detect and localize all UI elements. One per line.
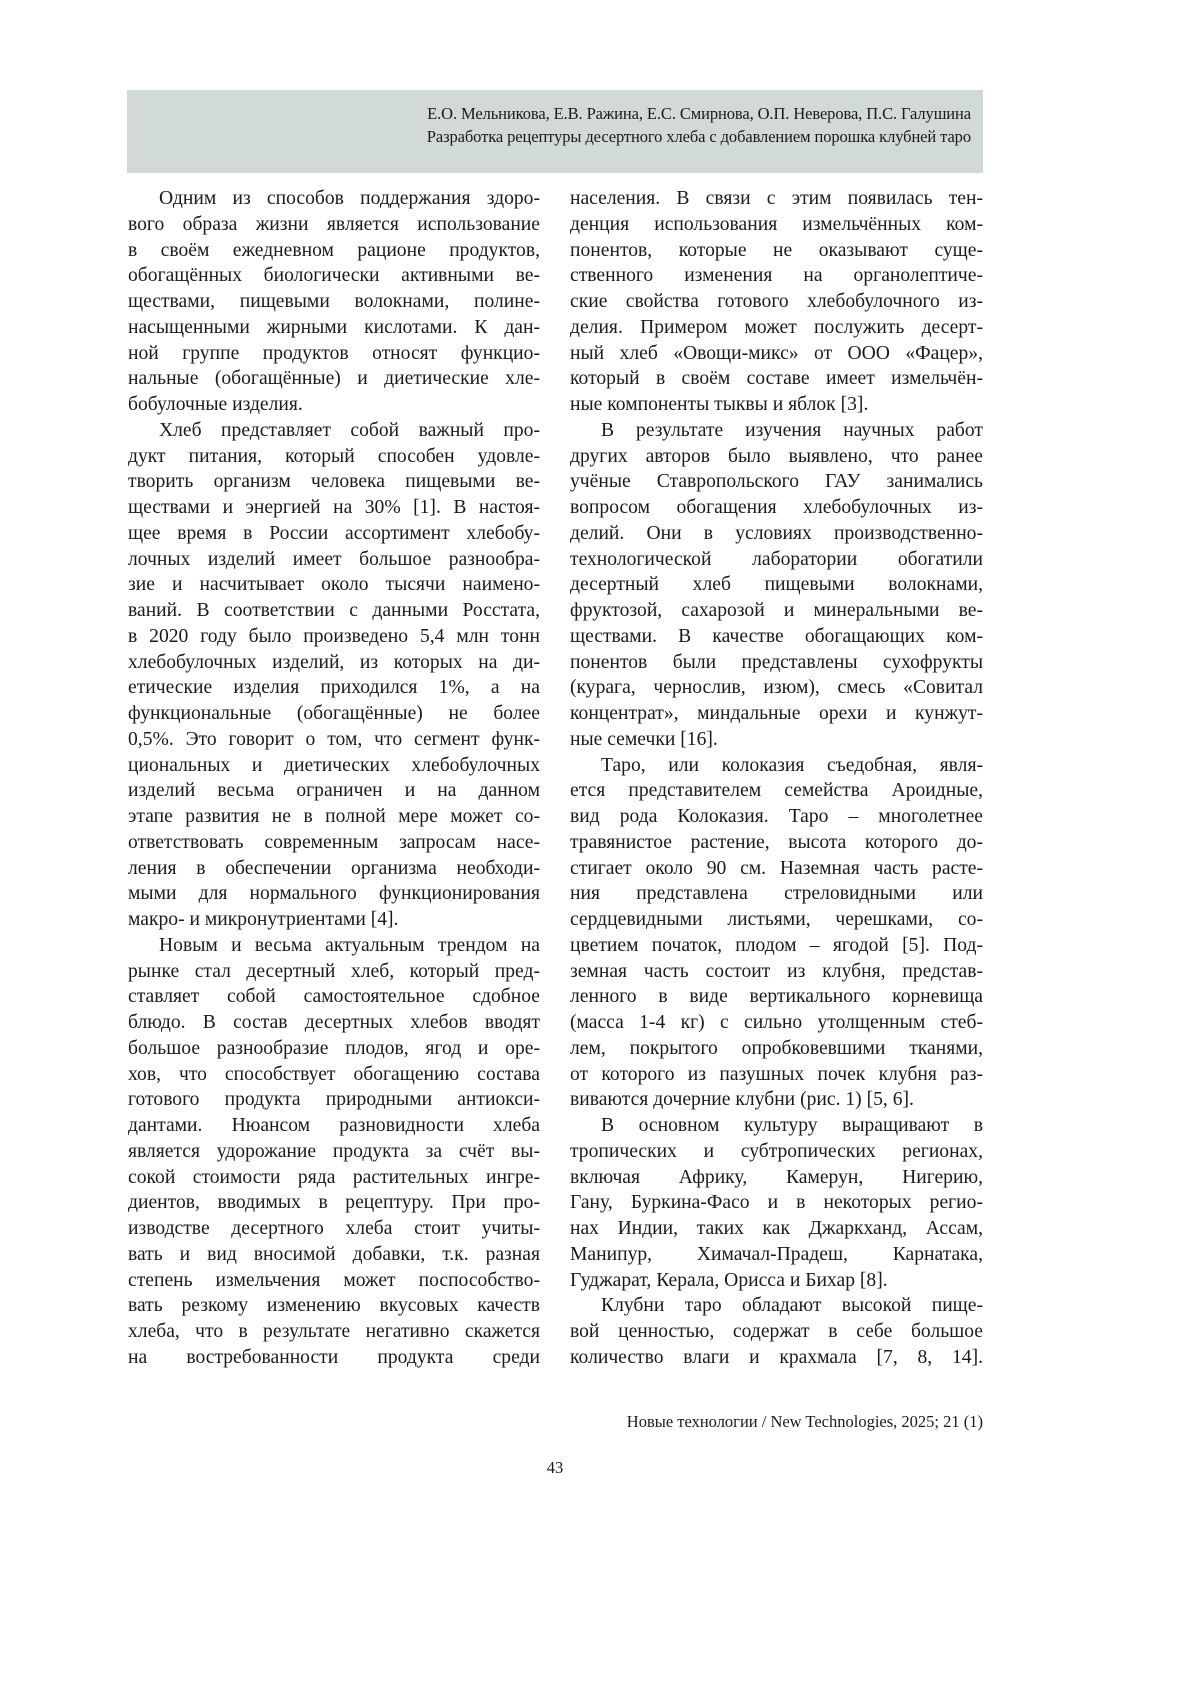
text-line: Манипур, Химачал-Прадеш, Карнатака, bbox=[570, 1243, 983, 1265]
header-article-title: Разработка рецептуры десертного хлеба с добавлением порошка клубней таро bbox=[426, 127, 971, 146]
paragraph bbox=[128, 186, 540, 418]
text-line: 0,5%. Это говорит о том, что сегмент функ- bbox=[128, 728, 540, 750]
text-line: ные семечки [16]. bbox=[570, 728, 718, 750]
text-line: ские свойства готового хлебобулочного из- bbox=[570, 291, 983, 312]
text-line: фруктозой, сахарозой и минеральными ве- bbox=[570, 600, 983, 621]
text-line: рынке стал десертный хлеб, который пред- bbox=[128, 960, 540, 982]
text-line: на востребованности продукта среди bbox=[128, 1346, 540, 1368]
paragraph bbox=[128, 418, 540, 933]
text-line: сердцевидными листьями, черешками, со- bbox=[570, 909, 983, 930]
text-line: делия. Примером может послужить десерт- bbox=[570, 316, 983, 338]
text-line: ные компоненты тыквы и яблок [3]. bbox=[570, 394, 869, 415]
text-line: Одним из способов поддержания здоро- bbox=[159, 188, 540, 209]
text-line: вого образа жизни является использование bbox=[128, 213, 540, 235]
paragraph bbox=[570, 1293, 983, 1370]
text-line: других авторов было выявлено, что ранее bbox=[570, 445, 983, 467]
text-line: бобулочные изделия. bbox=[128, 394, 303, 415]
text-line: дукт питания, который способен удовле- bbox=[128, 445, 540, 467]
text-line: щее время в России ассортимент хлебобу- bbox=[128, 522, 540, 544]
text-line: В основном культуру выращивают в bbox=[601, 1115, 983, 1136]
text-line: ленного в виде вертикального корневища bbox=[570, 986, 983, 1008]
text-line: этапе развития не в полной мере может со- bbox=[128, 806, 540, 827]
text-line: тропических и субтропических регионах, bbox=[570, 1140, 983, 1162]
paragraph bbox=[570, 186, 983, 418]
text-line: делий. Они в условиях производственно- bbox=[570, 522, 983, 544]
text-line: вать резкому изменению вкусовых качеств bbox=[128, 1295, 540, 1317]
text-line: обогащённых биологически активными ве- bbox=[128, 265, 540, 287]
text-line: ется представителем семейства Ароидные, bbox=[570, 780, 983, 802]
text-line: нальные (обогащённые) и диетические хле- bbox=[128, 368, 540, 390]
text-line: количество влаги и крахмала [7, 8, 14]. bbox=[570, 1346, 983, 1368]
text-line: понентов, которые не оказывают суще- bbox=[570, 239, 983, 261]
text-line: большое разнообразие плодов, ягод и оре- bbox=[128, 1037, 540, 1059]
text-line: функциональные (обогащённые) не более bbox=[128, 703, 540, 724]
text-line: денция использования измельчённых ком- bbox=[570, 213, 983, 235]
text-line: хлеба, что в результате негативно скажется bbox=[128, 1321, 540, 1342]
text-line: который в своём составе имеет измельчён- bbox=[570, 368, 983, 390]
text-line: етические изделия приходился 1%, а на bbox=[128, 677, 540, 699]
text-line: является удорожание продукта за счёт вы- bbox=[128, 1140, 540, 1162]
text-line: травянистое растение, высота которого до- bbox=[570, 831, 983, 853]
text-line: циональных и диетических хлебобулочных bbox=[128, 754, 540, 776]
text-line: ставляет собой самостоятельное сдобное bbox=[128, 986, 540, 1008]
text-line: хов, что способствует обогащению состава bbox=[128, 1063, 540, 1085]
text-line: диентов, вводимых в рецептуру. При про- bbox=[128, 1192, 540, 1214]
text-line: (курага, чернослив, изюм), смесь «Совитал bbox=[570, 677, 983, 699]
paragraph bbox=[570, 1113, 983, 1293]
text-line: ния представлена стреловидными или bbox=[570, 883, 983, 905]
text-line: ной группе продуктов относят функцио- bbox=[128, 342, 540, 364]
text-line: ществами, пищевыми волокнами, полине- bbox=[128, 291, 540, 312]
text-line: насыщенными жирными кислотами. К дан- bbox=[128, 316, 540, 338]
text-line: стигает около 90 см. Наземная часть расте- bbox=[570, 857, 983, 879]
text-line: (масса 1-4 кг) с сильно утолщенным стеб- bbox=[570, 1012, 983, 1033]
text-line: лочных изделий имеет большое разнообра- bbox=[128, 548, 540, 570]
page-number: 43 bbox=[546, 1458, 564, 1477]
text-line: лем, покрытого опробковевшими тканями, bbox=[570, 1037, 983, 1059]
text-line: ственного изменения на органолептиче- bbox=[570, 265, 983, 287]
text-line: Новым и весьма актуальным трендом на bbox=[159, 934, 540, 956]
header-authors: Е.О. Мельникова, Е.В. Ражина, Е.С. Смирнова, О.П. Неверова, П.С. Галушина bbox=[427, 104, 971, 123]
text-line: вать и вид вносимой добавки, т.к. разная bbox=[128, 1243, 540, 1265]
text-line: готового продукта природными антиокси- bbox=[128, 1089, 540, 1111]
text-line: хлебобулочных изделий, из которых на ди- bbox=[128, 651, 540, 673]
text-line: Таро, или колоказия съедобная, явля- bbox=[601, 754, 983, 776]
text-line: в своём ежедневном рационе продуктов, bbox=[128, 239, 540, 261]
text-line: ществами. В качестве обогащающих ком- bbox=[570, 625, 983, 647]
paragraph bbox=[570, 753, 983, 1114]
text-line: степень измельчения может поспособство- bbox=[128, 1269, 540, 1291]
text-line: вой ценностью, содержат в себе большое bbox=[570, 1321, 983, 1342]
text-line: изводстве десертного хлеба стоит учиты- bbox=[128, 1218, 540, 1239]
text-line: сокой стоимости ряда растительных ингре- bbox=[128, 1166, 540, 1188]
text-line: В результате изучения научных работ bbox=[601, 419, 983, 441]
text-line: от которого из пазушных почек клубня раз- bbox=[570, 1063, 983, 1085]
paragraph bbox=[128, 933, 540, 1371]
text-line: ваний. В соответствии с данными Росстата, bbox=[128, 600, 540, 621]
text-line: творить организм человека пищевыми ве- bbox=[128, 471, 540, 493]
paragraph bbox=[570, 418, 983, 753]
text-line: ный хлеб «Овощи-микс» от ООО «Фацер», bbox=[570, 342, 983, 364]
text-column-right bbox=[570, 186, 983, 1371]
text-line: Гану, Буркина-Фасо и в некоторых регио- bbox=[570, 1192, 983, 1214]
text-line: Клубни таро обладают высокой пище- bbox=[601, 1295, 983, 1317]
text-line: блюдо. В состав десертных хлебов вводят bbox=[128, 1012, 540, 1033]
text-line: включая Африку, Камерун, Нигерию, bbox=[570, 1166, 983, 1188]
footer-journal-citation: Новые технологии / New Technologies, 2025; 21 (1) bbox=[626, 1412, 983, 1431]
text-line: вид рода Колоказия. Таро – многолетнее bbox=[570, 806, 983, 827]
text-line: макро- и микронутриентами [4]. bbox=[128, 909, 399, 930]
text-line: дантами. Нюансом разновидности хлеба bbox=[128, 1115, 540, 1136]
text-line: учёные Ставропольского ГАУ занимались bbox=[570, 471, 983, 493]
text-line: нах Индии, таких как Джаркханд, Ассам, bbox=[570, 1218, 983, 1239]
text-line: зие и насчитывает около тысячи наимено- bbox=[128, 574, 540, 596]
text-line: в 2020 году было произведено 5,4 млн тонн bbox=[128, 625, 540, 647]
text-line: технологической лаборатории обогатили bbox=[570, 548, 983, 570]
text-line: Хлеб представляет собой важный про- bbox=[159, 419, 540, 441]
text-line: вопросом обогащения хлебобулочных из- bbox=[570, 497, 983, 518]
text-line: десертный хлеб пищевыми волокнами, bbox=[570, 574, 983, 596]
text-line: понентов были представлены сухофрукты bbox=[570, 651, 983, 673]
text-line: цветием початок, плодом – ягодой [5]. Под- bbox=[570, 934, 983, 956]
text-line: населения. В связи с этим появилась тен- bbox=[570, 188, 983, 209]
text-line: ответствовать современным запросам насе- bbox=[128, 831, 540, 853]
text-line: виваются дочерние клубни (рис. 1) [5, 6]. bbox=[570, 1089, 914, 1111]
text-line: земная часть состоит из клубня, представ- bbox=[570, 960, 983, 982]
text-line: ления в обеспечении организма необходи- bbox=[128, 857, 540, 879]
running-header bbox=[127, 90, 983, 173]
text-line: Гуджарат, Керала, Орисса и Бихар [8]. bbox=[570, 1269, 888, 1291]
text-line: концентрат», миндальные орехи и кунжут- bbox=[570, 703, 983, 724]
text-column-left bbox=[128, 186, 540, 1371]
text-line: изделий весьма ограничен и на данном bbox=[128, 780, 540, 802]
text-line: мыми для нормального функционирования bbox=[128, 883, 540, 905]
text-line: ществами и энергией на 30% [1]. В настоя- bbox=[128, 497, 540, 518]
